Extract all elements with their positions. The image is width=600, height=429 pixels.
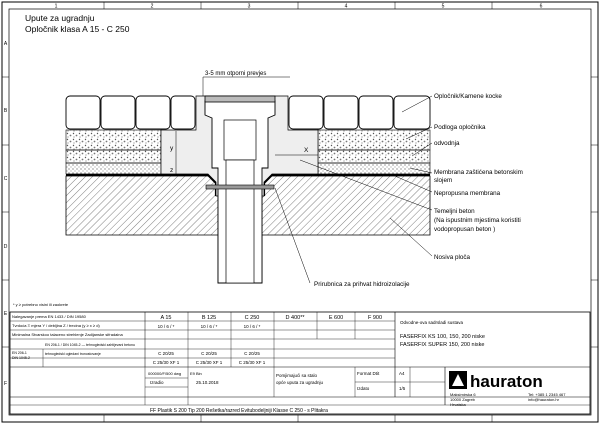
cross-section-diagram [66, 71, 523, 288]
row2-c250: 10 / 6 / * [243, 324, 261, 329]
system-line-1: FASERFIX KS 100, 150, 200 niske [400, 334, 485, 340]
contact-block [450, 392, 566, 407]
label-slab: Nosiva ploča [434, 254, 471, 261]
hauraton-logo [449, 371, 543, 391]
label-membrane-2: slojem [434, 177, 453, 184]
col-marker-3: 3 [247, 3, 251, 10]
outlet-pipe [226, 160, 254, 283]
row2-b125: 10 / 6 / * [200, 324, 218, 329]
dimension-x: X [304, 147, 309, 154]
label-membrane-1: Membrana zaštićena betonskim [434, 169, 523, 176]
left-code-2: DIN 1045-2 [12, 356, 30, 360]
col-marker-5: 5 [441, 3, 445, 10]
format-value: A4 [399, 371, 405, 376]
system-title: Odvodne-ova sadrsladi sustava [400, 320, 464, 325]
left-code-1: EN 206-1 [12, 351, 27, 355]
address-line-2: 10000 Zagreb [450, 397, 475, 402]
system-line-2: FASERFIX SUPER 150, 200 niske [400, 342, 485, 348]
format-label: Format Dtit [357, 371, 380, 376]
row-header-4: EN 206-1 / DIN 1045-2 — tehnogledski zahtijevani betonu [45, 343, 135, 347]
row5-c250: C 25/30 XF 1 [238, 360, 266, 365]
title-line-1: Upute za ugradnju [25, 13, 95, 23]
logo-text: hauraton [470, 372, 543, 391]
drawn-date: 25.10.2018 [196, 380, 219, 385]
row-header-1: Nalegavanje prema EN 1433 / DIN 19580 [12, 314, 86, 319]
row4-b125: C 20/25 [201, 351, 217, 356]
label-foundation-3: vodopropusan beton ) [434, 226, 496, 233]
channel-inner [224, 120, 256, 160]
row-header-5: tehnogledski ogledani tronostovanje [45, 352, 101, 356]
top-dimension-label: 3-5 mm otporni prevjes [205, 71, 267, 77]
class-f900: F 900 [367, 315, 383, 321]
row-header-3: Minimalna Stvarskoo talaceno strehlenje Zadijanske sifradaina [12, 332, 123, 337]
bedding-right [318, 130, 430, 150]
doc-number: 000000/F/500 dwg [148, 371, 182, 376]
row5-b125: C 25/30 XF 1 [195, 360, 223, 365]
note-center-1: Pomjimajući sa stalo [276, 373, 318, 378]
note-center-2: opće uputa za ugradnju [276, 380, 324, 385]
label-paver: Opločnik/Kamene kocke [434, 93, 502, 100]
paver-blocks-right [289, 96, 430, 129]
scale-label: Izdato [357, 386, 370, 391]
label-foundation-1: Temeljni beton [434, 208, 475, 215]
contact-email: info@hauraton.hr [528, 397, 559, 402]
class-d400: D 400** [285, 315, 305, 321]
col-marker-6: 6 [539, 3, 543, 10]
label-flange: Prirubnica za prihvat hidroizolacije [314, 281, 410, 288]
title-block-text [12, 314, 485, 391]
channel-grating [205, 96, 275, 102]
row-marker-f: F [3, 381, 8, 387]
drainage-layer-left [66, 150, 161, 163]
label-waterproof: Nepropusna membrana [434, 190, 501, 197]
membrane-flange [206, 185, 274, 189]
row-marker-e: E [3, 311, 8, 317]
col-marker-4: 4 [344, 3, 348, 10]
label-drainage: odvodnja [434, 140, 460, 147]
col-marker-2: 2 [150, 3, 154, 10]
drawn-label: Izradio [150, 380, 164, 385]
class-a15: A 15 [160, 315, 172, 321]
membrane-protection-left [66, 163, 161, 174]
row-marker-a: A [3, 41, 8, 47]
paver-blocks-left [66, 96, 195, 129]
class-e600: E 600 [328, 315, 344, 321]
bedding-left [66, 130, 161, 150]
label-foundation-2: (Na ispustnim mjestima koristiti [434, 217, 521, 224]
row-marker-b: B [3, 108, 8, 114]
footnote: * y ≥ potrebno visini ili zaokrete [13, 302, 69, 307]
address-line-1: Maksimirska 6 [450, 392, 476, 397]
title-line-2: Opločnik klasa A 15 - C 250 [25, 24, 130, 34]
dimension-y: y [170, 145, 174, 152]
drainage-layer-right [318, 150, 430, 163]
address-line-3: Hrvatska [450, 402, 466, 407]
row-marker-c: C [3, 176, 8, 182]
bottom-description: FF Plastik S 200 Tip 200 Rešetka/razred Evitubodeljniji Klasse C 250 - s Plitakra [150, 408, 328, 414]
row4-a15: C 20/25 [158, 351, 174, 356]
class-b125: B 125 [201, 315, 217, 321]
class-c250: C 250 [244, 315, 260, 321]
sheet-name: E9 Bin [190, 371, 202, 376]
row-header-2: Tvrdoća Ξ mjera Y / debljina Z / trecina (y ≥ x ≥ d) [12, 323, 100, 328]
row5-a15: C 25/30 XF 1 [152, 360, 180, 365]
dimension-z: z [170, 167, 174, 174]
row2-a15: 10 / 6 / * [157, 324, 175, 329]
col-marker-1: 1 [54, 3, 58, 10]
row4-c250: C 20/25 [244, 351, 260, 356]
label-bedding: Podloga opločnika [434, 124, 486, 131]
contact-phone: Tel: +385 1 2345 467 [528, 392, 566, 397]
row-marker-d: D [3, 244, 8, 250]
scale-value: 1/5 [399, 386, 406, 391]
